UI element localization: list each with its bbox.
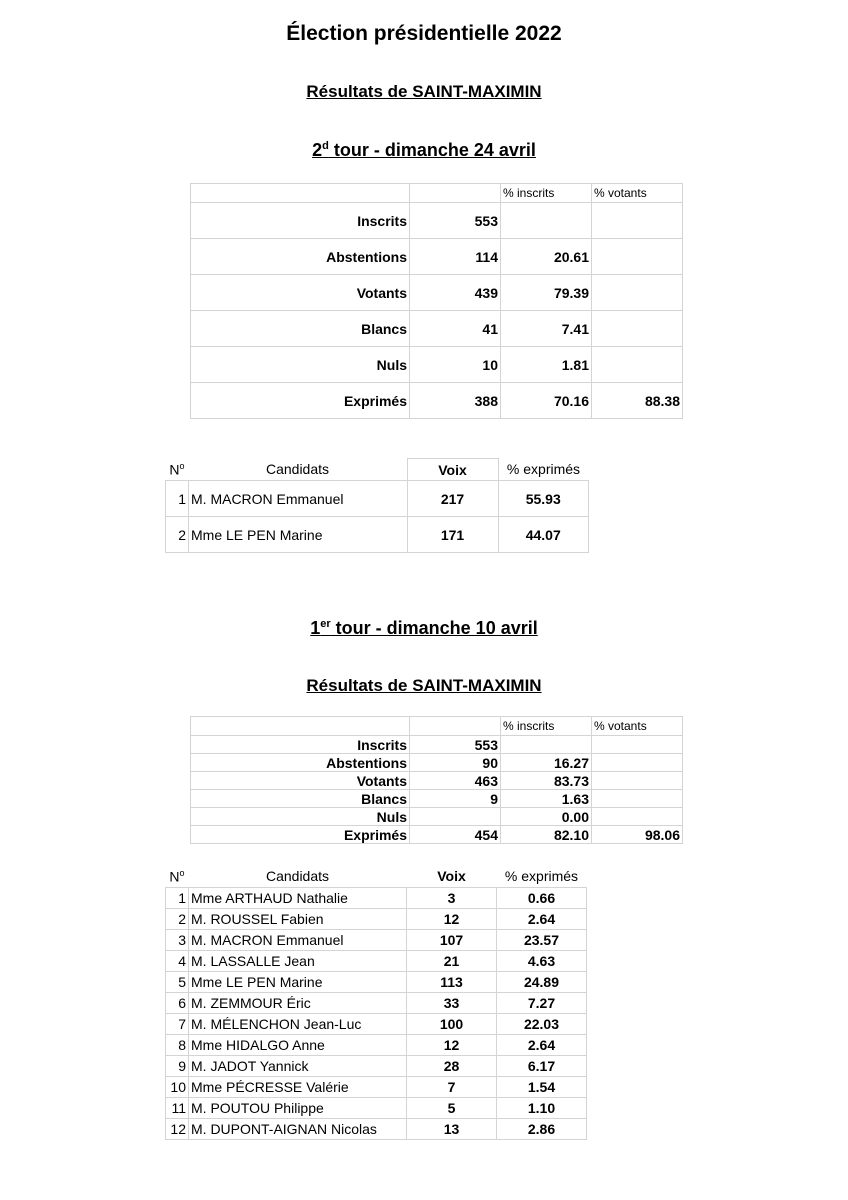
stat-value: 388 xyxy=(410,383,501,419)
stat-pct-votants: 98.06 xyxy=(592,826,683,844)
col-pct-exprimes: % exprimés xyxy=(506,461,581,478)
candidate-number: 2 xyxy=(166,908,189,929)
stat-label: Votants xyxy=(191,772,410,790)
candidate-number: 5 xyxy=(166,971,189,992)
tour1-heading: 1er tour - dimanche 10 avril xyxy=(310,618,538,638)
stats-row xyxy=(191,826,683,844)
candidate-row xyxy=(166,929,587,950)
stat-label: Abstentions xyxy=(191,754,410,772)
stat-pct-votants xyxy=(592,203,683,239)
tour1-candidates-table xyxy=(165,866,587,1140)
stat-label: Nuls xyxy=(191,347,410,383)
stats-row xyxy=(191,203,683,239)
col-pct-inscrits: % inscrits xyxy=(501,184,592,203)
candidate-row xyxy=(166,1118,587,1139)
tour2-heading: 2$^d$ tour - dimanche 24 avril xyxy=(312,140,536,160)
stat-pct-votants xyxy=(592,347,683,383)
col-pct-exprimes: % exprimés xyxy=(504,868,579,885)
stats-row xyxy=(191,772,683,790)
candidate-voix: 21 xyxy=(407,950,497,971)
stat-pct-inscrits: 70.16 xyxy=(501,383,592,419)
stat-pct-inscrits: 1.81 xyxy=(501,347,592,383)
stats-row xyxy=(191,736,683,754)
candidate-name: M. ROUSSEL Fabien xyxy=(189,908,407,929)
stat-label: Votants xyxy=(191,275,410,311)
stat-pct-votants xyxy=(592,790,683,808)
stat-value: 439 xyxy=(410,275,501,311)
candidate-pct: 7.27 xyxy=(497,992,587,1013)
stat-label: Exprimés xyxy=(191,826,410,844)
candidate-name: Mme PÉCRESSE Valérie xyxy=(189,1076,407,1097)
candidate-number: 11 xyxy=(166,1097,189,1118)
candidate-row xyxy=(166,908,587,929)
candidate-number: 6 xyxy=(166,992,189,1013)
stat-pct-votants xyxy=(592,239,683,275)
candidate-pct: 2.86 xyxy=(497,1118,587,1139)
col-voix: Voix xyxy=(407,459,498,481)
candidate-name: M. MACRON Emmanuel xyxy=(189,929,407,950)
col-pct-votants: % votants xyxy=(592,184,683,203)
candidate-name: M. ZEMMOUR Éric xyxy=(189,992,407,1013)
stats-row xyxy=(191,347,683,383)
candidate-voix: 100 xyxy=(407,1013,497,1034)
candidate-row xyxy=(166,1034,587,1055)
candidate-voix: 28 xyxy=(407,1055,497,1076)
candidate-number: 4 xyxy=(166,950,189,971)
candidate-number: 8 xyxy=(166,1034,189,1055)
tour1-stats-table xyxy=(190,716,683,844)
candidate-pct: 24.89 xyxy=(497,971,587,992)
col-candidats: Candidats xyxy=(265,868,330,885)
candidate-voix: 217 xyxy=(407,481,498,517)
candidate-voix: 7 xyxy=(407,1076,497,1097)
stat-pct-inscrits xyxy=(501,203,592,239)
candidate-name: M. LASSALLE Jean xyxy=(189,950,407,971)
stats-row xyxy=(191,754,683,772)
candidate-voix: 13 xyxy=(407,1118,497,1139)
candidate-voix: 12 xyxy=(407,1034,497,1055)
candidate-row xyxy=(166,1013,587,1034)
col-pct-votants: % votants xyxy=(592,717,683,736)
stats-row xyxy=(191,239,683,275)
candidate-number: 1 xyxy=(166,481,189,517)
col-pct-inscrits: % inscrits xyxy=(501,717,592,736)
candidate-name: M. JADOT Yannick xyxy=(189,1055,407,1076)
stat-pct-inscrits: 79.39 xyxy=(501,275,592,311)
tour2-stats-table xyxy=(190,183,683,419)
tour2-candidates-table xyxy=(165,458,589,553)
candidate-row xyxy=(166,887,587,908)
stat-label: Nuls xyxy=(191,808,410,826)
stats-row xyxy=(191,311,683,347)
candidate-voix: 3 xyxy=(407,887,497,908)
stat-pct-inscrits: 1.63 xyxy=(501,790,592,808)
col-no: $N^o$ xyxy=(169,867,185,885)
candidate-pct: 0.66 xyxy=(497,887,587,908)
candidate-pct: 1.10 xyxy=(497,1097,587,1118)
stat-pct-votants xyxy=(592,736,683,754)
stat-value: 41 xyxy=(410,311,501,347)
stat-pct-votants xyxy=(592,754,683,772)
candidate-row xyxy=(166,971,587,992)
candidate-voix: 33 xyxy=(407,992,497,1013)
stat-pct-inscrits xyxy=(501,736,592,754)
stat-label: Inscrits xyxy=(191,203,410,239)
stat-label: Exprimés xyxy=(191,383,410,419)
candidate-name: M. MACRON Emmanuel xyxy=(189,481,408,517)
candidate-voix: 113 xyxy=(407,971,497,992)
col-voix: Voix xyxy=(437,868,466,885)
stat-pct-votants xyxy=(592,772,683,790)
candidate-number: 1 xyxy=(166,887,189,908)
page-title: Élection présidentielle 2022 xyxy=(286,22,562,45)
stat-pct-inscrits: 20.61 xyxy=(501,239,592,275)
candidate-pct: 6.17 xyxy=(497,1055,587,1076)
stat-value: 553 xyxy=(410,203,501,239)
candidate-row xyxy=(166,992,587,1013)
candidate-pct: 2.64 xyxy=(497,908,587,929)
candidate-number: 9 xyxy=(166,1055,189,1076)
stat-value: 114 xyxy=(410,239,501,275)
candidate-number: 2 xyxy=(166,517,189,553)
candidate-row xyxy=(166,1097,587,1118)
candidate-pct: 4.63 xyxy=(497,950,587,971)
candidate-name: M. DUPONT-AIGNAN Nicolas xyxy=(189,1118,407,1139)
commune-heading-top: Résultats de SAINT-MAXIMIN xyxy=(306,82,542,101)
candidate-pct: 22.03 xyxy=(497,1013,587,1034)
candidate-name: Mme HIDALGO Anne xyxy=(189,1034,407,1055)
candidate-row xyxy=(166,481,589,517)
stat-pct-inscrits: 82.10 xyxy=(501,826,592,844)
stat-value xyxy=(410,808,501,826)
stat-pct-votants xyxy=(592,311,683,347)
stats-row xyxy=(191,808,683,826)
stat-pct-votants xyxy=(592,808,683,826)
stat-label: Blancs xyxy=(191,311,410,347)
col-no: $N^o$ xyxy=(169,460,185,478)
stat-pct-votants: 88.38 xyxy=(592,383,683,419)
candidate-name: M. POUTOU Philippe xyxy=(189,1097,407,1118)
commune-heading-bottom: Résultats de SAINT-MAXIMIN xyxy=(306,676,542,695)
candidate-row xyxy=(166,517,589,553)
col-candidats: Candidats xyxy=(265,461,330,478)
stat-pct-inscrits: 83.73 xyxy=(501,772,592,790)
candidate-row xyxy=(166,1076,587,1097)
candidate-number: 7 xyxy=(166,1013,189,1034)
stat-value: 10 xyxy=(410,347,501,383)
candidate-name: Mme LE PEN Marine xyxy=(189,517,408,553)
candidate-voix: 12 xyxy=(407,908,497,929)
stat-label: Blancs xyxy=(191,790,410,808)
stat-pct-inscrits: 0.00 xyxy=(501,808,592,826)
candidate-row xyxy=(166,950,587,971)
candidate-name: Mme ARTHAUD Nathalie xyxy=(189,887,407,908)
candidate-pct: 23.57 xyxy=(497,929,587,950)
stats-row xyxy=(191,383,683,419)
stat-value: 90 xyxy=(410,754,501,772)
candidate-pct: 1.54 xyxy=(497,1076,587,1097)
candidate-voix: 107 xyxy=(407,929,497,950)
candidate-number: 10 xyxy=(166,1076,189,1097)
stat-label: Inscrits xyxy=(191,736,410,754)
stat-value: 553 xyxy=(410,736,501,754)
candidate-row xyxy=(166,1055,587,1076)
stat-value: 463 xyxy=(410,772,501,790)
stat-value: 454 xyxy=(410,826,501,844)
stat-pct-inscrits: 16.27 xyxy=(501,754,592,772)
candidate-pct: 44.07 xyxy=(498,517,589,553)
stat-value: 9 xyxy=(410,790,501,808)
candidate-number: 3 xyxy=(166,929,189,950)
stat-pct-votants xyxy=(592,275,683,311)
candidate-pct: 2.64 xyxy=(497,1034,587,1055)
stat-pct-inscrits: 7.41 xyxy=(501,311,592,347)
stat-label: Abstentions xyxy=(191,239,410,275)
candidate-number: 12 xyxy=(166,1118,189,1139)
candidate-voix: 5 xyxy=(407,1097,497,1118)
candidate-name: M. MÉLENCHON Jean-Luc xyxy=(189,1013,407,1034)
candidate-pct: 55.93 xyxy=(498,481,589,517)
stats-row xyxy=(191,790,683,808)
stats-row xyxy=(191,275,683,311)
candidate-name: Mme LE PEN Marine xyxy=(189,971,407,992)
candidate-voix: 171 xyxy=(407,517,498,553)
